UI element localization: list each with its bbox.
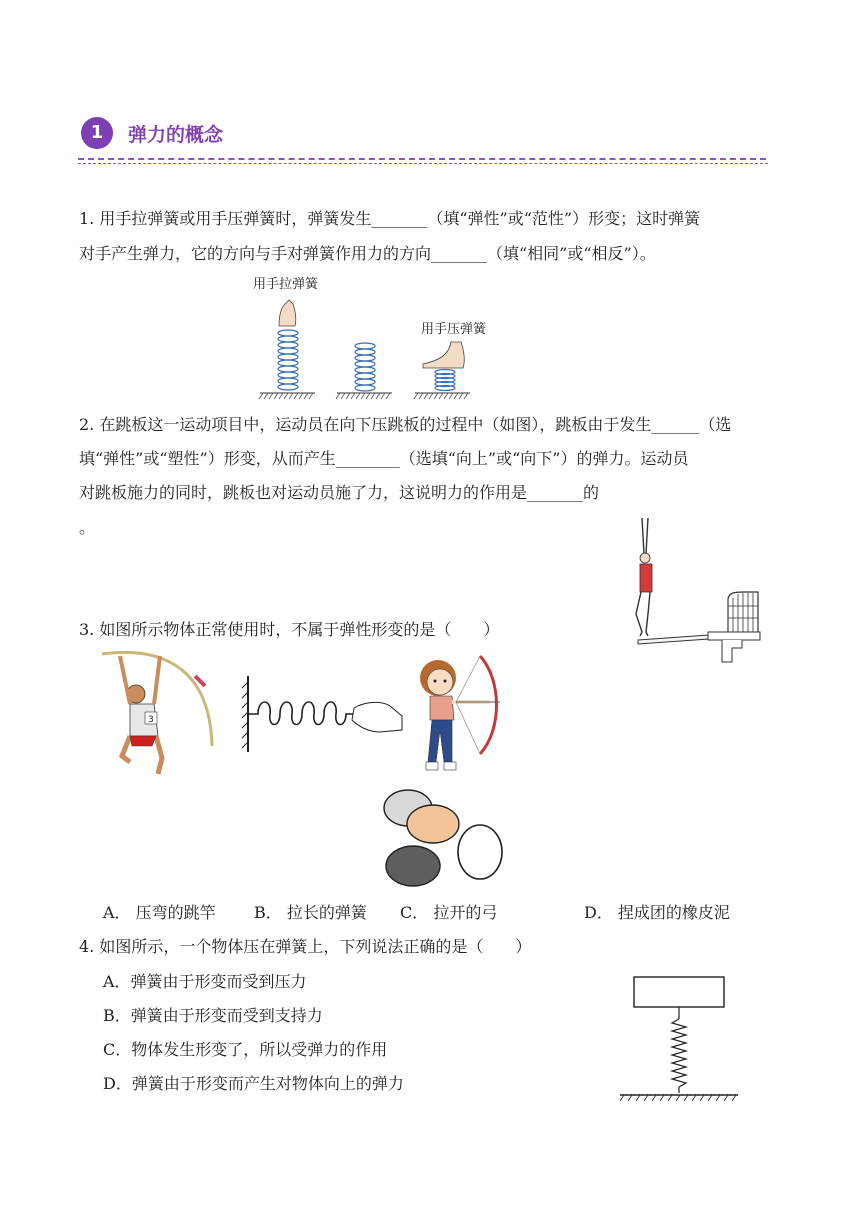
q1-springs-figure: [255, 298, 475, 402]
q1-caption-press: 用手压弹簧: [421, 322, 487, 337]
stretched-spring-figure: [240, 676, 405, 754]
plasticine-balls-figure: [380, 786, 506, 890]
q1-text-line1: 1. 用手拉弹簧或用手压弹簧时，弹簧发生_______（填“弹性”或“范性”）形变；这时弹簧: [79, 209, 701, 228]
q3-stem: 3. 如图所示物体正常使用时，不属于弹性形变的是（ ）: [79, 620, 500, 639]
q3-option-c[interactable]: C． 拉开的弓: [400, 903, 498, 922]
q2-text-line3: 对跳板施力的同时，跳板也对运动员施了力，这说明力的作用是_______的: [79, 483, 600, 502]
q2-text-line4: 。: [79, 518, 96, 537]
q4-option-c[interactable]: C．物体发生形变了，所以受弹力的作用: [103, 1040, 388, 1059]
q4-option-b[interactable]: B．弹簧由于形变而受到支持力: [103, 1006, 323, 1025]
q4-option-a[interactable]: A．弹簧由于形变而受到压力: [103, 972, 307, 991]
diver-springboard-figure: [628, 514, 763, 670]
section-number-badge: 1: [81, 117, 113, 149]
pole-vaulter-figure: [100, 646, 220, 782]
q3-option-a[interactable]: A． 压弯的跳竿: [103, 903, 216, 922]
q2-text-line2: 填“弹性”或“塑性”）形变，从而产生________（选填“向上”或“向下”）的弹力。运动员: [79, 449, 689, 468]
archer-girl-figure: [410, 650, 502, 776]
section-divider: [78, 158, 766, 160]
q2-text-line1: 2. 在跳板这一运动项目中，运动员在向下压跳板的过程中（如图），跳板由于发生______（选: [79, 415, 732, 434]
q1-caption-pull: 用手拉弹簧: [253, 277, 319, 292]
q3-option-b[interactable]: B． 拉长的弹簧: [254, 903, 367, 922]
q4-stem: 4. 如图所示，一个物体压在弹簧上，下列说法正确的是（ ）: [79, 937, 532, 956]
section-title: 弹力的概念: [128, 124, 224, 146]
block-on-spring-figure: [618, 975, 740, 1103]
q4-option-d[interactable]: D．弹簧由于形变而产生对物体向上的弹力: [103, 1074, 404, 1093]
section-divider-secondary: [78, 163, 768, 164]
q3-option-d[interactable]: D． 捏成团的橡皮泥: [584, 903, 730, 922]
q1-text-line2: 对手产生弹力，它的方向与手对弹簧作用力的方向_______（填“相同”或“相反”）。: [79, 244, 656, 263]
runner-bib-number: 3: [148, 715, 154, 725]
